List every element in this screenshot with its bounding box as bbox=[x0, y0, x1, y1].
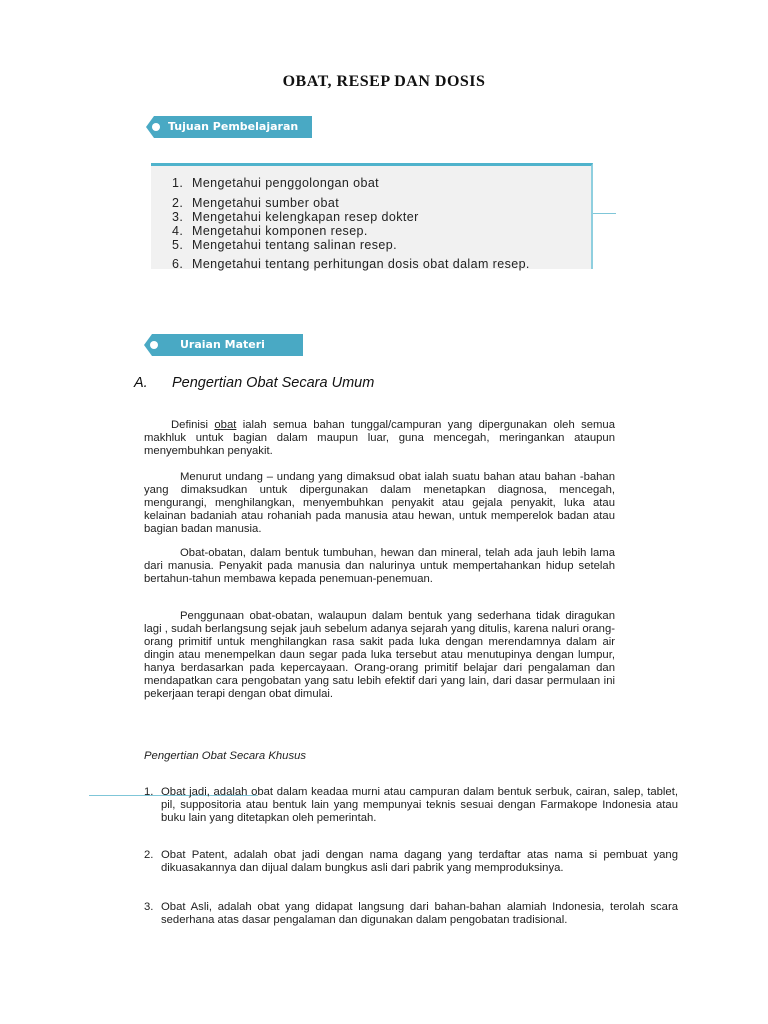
objectives-tag-label: Tujuan Pembelajaran bbox=[168, 120, 299, 133]
material-tag bbox=[152, 334, 303, 356]
material-tag-label: Uraian Materi bbox=[180, 338, 265, 351]
tag-dot-icon bbox=[150, 341, 158, 349]
objective-item: 4. Mengetahui komponen resep. bbox=[172, 224, 368, 238]
paragraph-usage: Penggunaan obat-obatan, walaupun dalam bentuk yang sederhana tidak diragukan lagi , sudah berlangsung sejak jauh sebelum adanya sejarah yang ditulis, karena naluri orang-orang primitif untuk menghilangkan rasa sakit pada luka dengan merendamnya dalam air dingin atau menempelkan daun segar pada luka tersebut atau menutupinya dengan lumpur, hanya berdasarkan pada kepercayaan. Orang-orang primitif belajar dari pengalaman dan mendapatkan cara pengobatan yang satu lebih efektif dari yang lain, dari dasar permulaan ini pekerjaan terapi dengan obat dimulai. bbox=[144, 610, 615, 700]
tag-dot-icon bbox=[152, 123, 160, 131]
objective-item: 6. Mengetahui tentang perhitungan dosis obat dalam resep. bbox=[172, 257, 530, 271]
list-item: 1. Obat jadi, adalah obat dalam keadaa murni atau campuran dalam bentuk serbuk, cairan, salep, tablet, pil, suppositoria atau bentuk lain yang mempunyai teknis sesuai dengan Farmakope Indonesia atau buku lain yang ditetapkan oleh pemerintah. bbox=[144, 786, 678, 824]
page-title: OBAT, RESEP DAN DOSIS bbox=[282, 73, 486, 90]
list-item: 2. Obat Patent, adalah obat jadi dengan nama dagang yang terdaftar atas nama si pembuat yang dikuasakannya dan dijual dalam bungkus asli dari pabrik yang memproduksinya. bbox=[144, 849, 678, 874]
objective-item: 1. Mengetahui penggolongan obat bbox=[172, 176, 380, 190]
objectives-tag bbox=[154, 116, 312, 138]
objective-item: 5. Mengetahui tentang salinan resep. bbox=[172, 238, 398, 252]
section-heading: A. Pengertian Obat Secara Umum bbox=[134, 375, 375, 391]
objectives-connector-line bbox=[593, 213, 616, 214]
paragraph-history: Obat-obatan, dalam bentuk tumbuhan, hewan dan mineral, telah ada jauh lebih lama dari manusia. Penyakit pada manusia dan nalurinya untuk mempertahankan hidup setelah bertahun-tahun membawa kepada penemuan-penemuan. bbox=[144, 547, 615, 585]
paragraph-law: Menurut undang – undang yang dimaksud obat ialah suatu bahan atau bahan -bahan yang dimaksudkan untuk dipergunakan dalam menetapkan diagnosa, mencegah, mengurangi, menghilangkan, menyembuhkan penyakit atau gejala penyakit, luka atau kelainan badaniah atau rohaniah pada manusia atau hewan, untuk memperelok badan atau bagian badan manusia. bbox=[144, 471, 615, 535]
list-item: 3. Obat Asli, adalah obat yang didapat langsung dari bahan-bahan alamiah Indonesia, terolah scara sederhana atas dasar pengalaman dan digunakan dalam pengobatan tradisional. bbox=[144, 901, 678, 926]
obat-term: obat bbox=[214, 419, 237, 431]
objective-item: 3. Mengetahui kelengkapan resep dokter bbox=[172, 210, 419, 224]
paragraph-definition: Definisi obat ialah semua bahan tunggal/campuran yang dipergunakan oleh semua makhluk untuk bagian dalam maupun luar, guna mencegah, meringankan ataupun menyembuhkan penyakit. bbox=[144, 419, 615, 457]
sub-heading: Pengertian Obat Secara Khusus bbox=[144, 750, 307, 762]
objectives-list bbox=[172, 176, 530, 271]
objective-item: 2. Mengetahui sumber obat bbox=[172, 196, 340, 210]
